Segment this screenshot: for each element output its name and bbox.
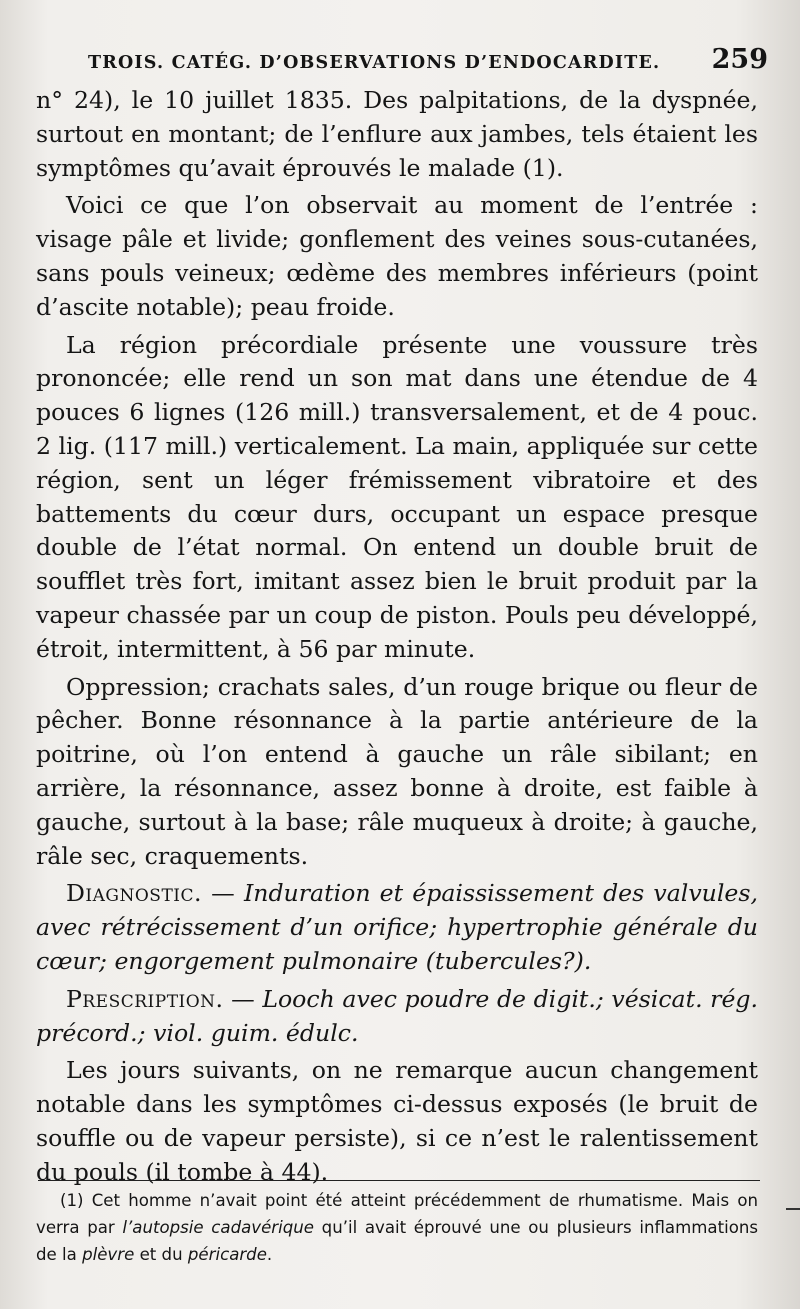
body-text [36,84,758,1190]
footnote-italic-pleura: plèvre [82,1245,135,1264]
running-head [88,44,768,75]
diagnostic-text: Induration et épaississement des valvules, avec rétrécissement d’un orifice; hypertrophie générale du cœur; engorgement pulmonaire (tubercules?). [36,879,758,975]
page-number: 259 [711,44,768,75]
prescription-text: Looch avec poudre de digit.; vésicat. rég. précord.; viol. guim. édulc. [36,984,759,1047]
prescription-label: Prescription. [66,984,224,1013]
footnote-rule [38,1180,760,1181]
diagnostic-dash: — [202,879,244,908]
paragraph-diagnostic [36,877,758,978]
footnote-part-2: qu’il avait éprouvé une ou plusieurs inflammations de la [36,1218,759,1264]
diagnostic-label: Diagnostic. [66,879,203,908]
paragraph-prescription [36,983,758,1051]
prescription-dash: — [223,984,263,1013]
footnote-italic-pericardium: péricarde [187,1245,267,1264]
footnote-italic-autopsy: l’autopsie cadavérique [122,1218,314,1237]
paragraph-oppression: Oppression; crachats sales, d’un rouge brique ou fleur de pêcher. Bonne résonnance à la partie antérieure de la poitrine, où l’on entend à gauche un râle sibilant; en arrière, la résonnance, assez bonne à droite, est faible à gauche, surtout à la base; râle muqueux à droite; à gauche, râle sec, craquements. [36,672,758,870]
footnote-part-4: . [266,1245,273,1264]
footnote-text [36,1187,758,1268]
paragraph-continuation: n° 24), le 10 juillet 1835. Des palpitations, de la dyspnée, surtout en montant; de l’enflure aux jambes, tels étaient les symptômes qu’avait éprouvés le malade (1). [36,86,758,182]
paragraph-entry-observation: Voici ce que l’on observait au moment de l’entrée : visage pâle et livide; gonflement des veines sous-cutanées, sans pouls veineux; œdème des membres inférieurs (point d’ascite notable); peau froide. [36,191,758,321]
paragraph-following-days: Les jours suivants, on ne remarque aucun changement notable dans les symptômes ci-dessus exposés (le bruit de souffle ou de vapeur persiste), si ce n’est le ralentissement du pouls (il tombe à 44). [36,1056,758,1186]
paragraph-precordial-region: La région précordiale présente une voussure très prononcée; elle rend un son mat dans une étendue de 4 pouces 6 lignes (126 mill.) transversalement, et de 4 pouc. 2 lig. (117 mill.) verticalement. La main, appliquée sur cette région, sent un léger frémissement vibratoire et des battements du cœur durs, occupant un espace presque double de l’état normal. On entend un double bruit de soufflet très fort, imitant assez bien le bruit produit par la vapeur chassée par un coup de piston. Pouls peu développé, étroit, intermittent, à 56 par minute. [36,330,758,663]
footnote-part-3: et du [134,1245,188,1264]
running-head-title: TROIS. CATÉG. D’OBSERVATIONS D’ENDOCARDITE. [88,53,661,73]
footnote-part-1: (1) Cet homme n’avait point été atteint précédemment de rhumatisme. Mais on verra par [36,1191,758,1237]
footnote [36,1187,758,1268]
page-edge-mark [786,1208,800,1210]
